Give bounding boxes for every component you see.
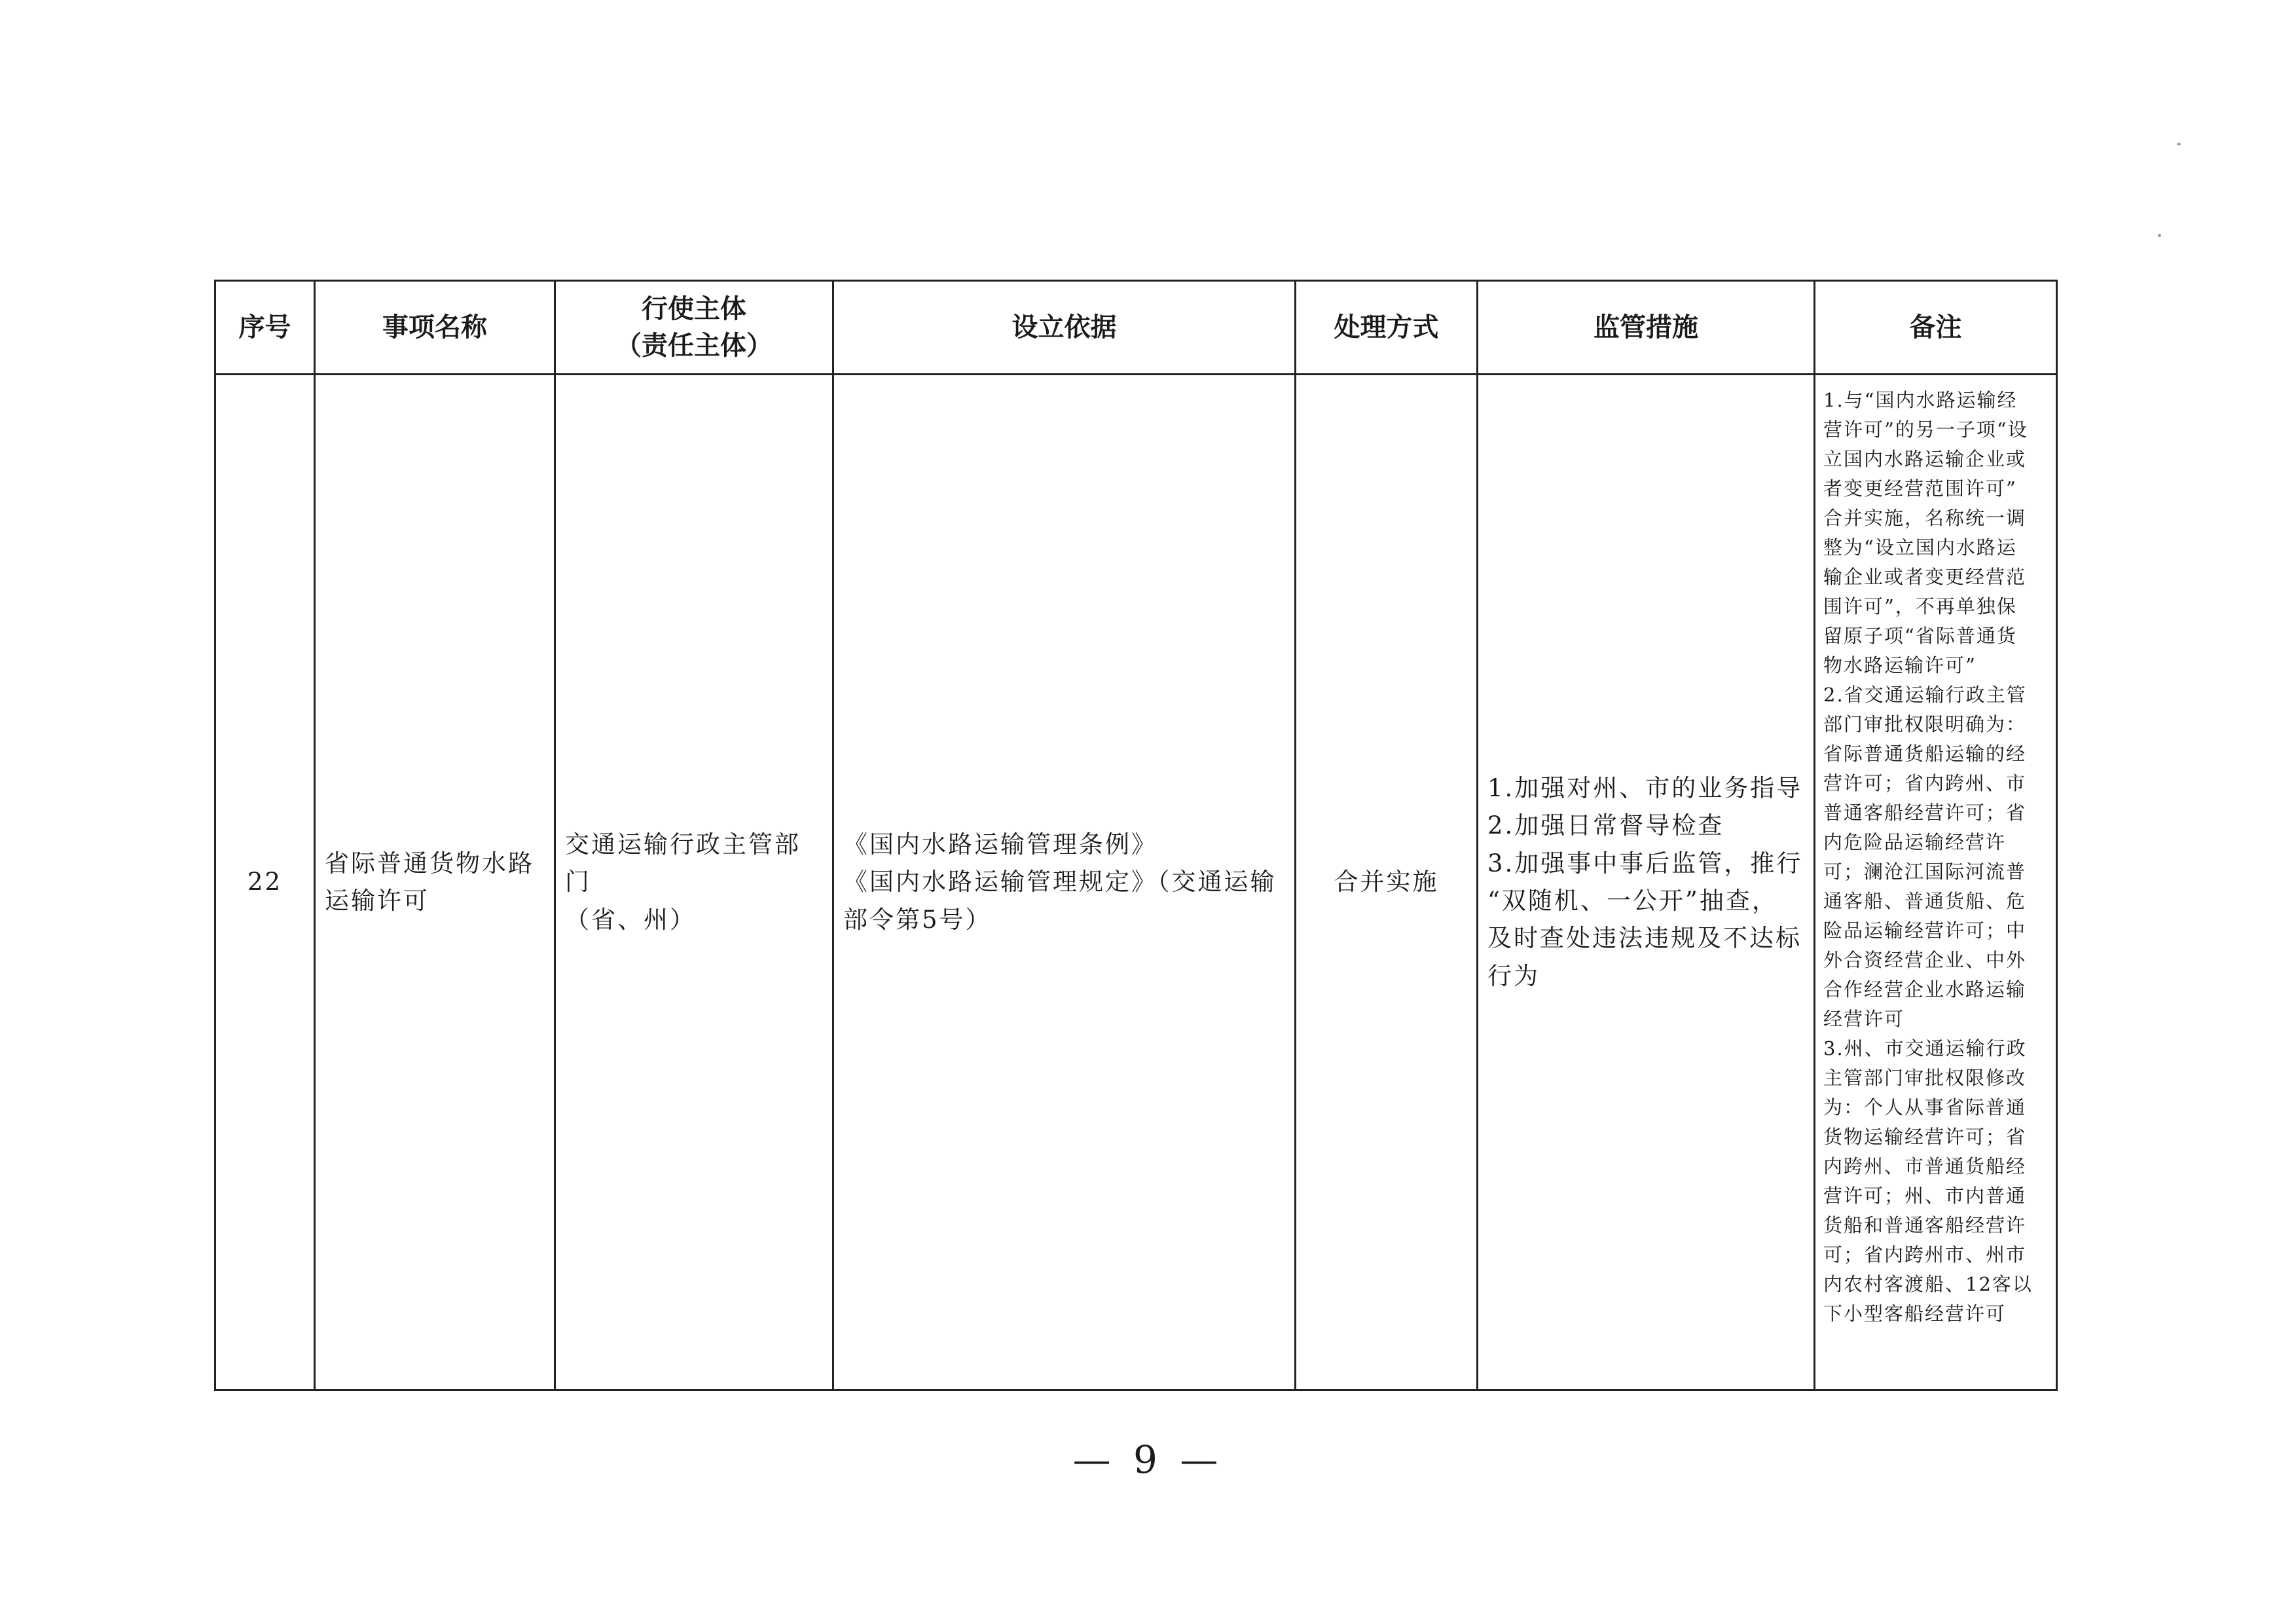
- cell-name-line1: 省际普通货物水路: [325, 849, 534, 877]
- remark-line: 货船和普通客船经营许: [1823, 1214, 2027, 1236]
- remarks-text: [1815, 375, 2056, 1329]
- cell-subject: [555, 375, 833, 1390]
- remark-line: 围许可”，不再单独保: [1823, 595, 2017, 618]
- remark-line: 经营许可: [1823, 1008, 1905, 1030]
- remark-line: 立国内水路运输企业或: [1823, 448, 2027, 470]
- page-number: — 9 —: [1072, 1437, 1224, 1482]
- cell-basis-line2: 《国内水路运输管理规定》（交通运输: [843, 868, 1277, 896]
- header-subject: [555, 281, 833, 375]
- cell-measures: [1478, 375, 1815, 1390]
- remark-line: 营许可”的另一子项“设: [1823, 418, 2028, 441]
- cell-no: 22: [215, 375, 315, 1390]
- measure-line: 及时查处违法违规及不达标: [1487, 924, 1802, 953]
- measure-line: 行为: [1487, 961, 1540, 990]
- remark-line: 省际普通货船运输的经: [1823, 743, 2027, 765]
- cell-name-line2: 运输许可: [325, 887, 429, 915]
- remark-line: 普通客船经营许可；省: [1823, 802, 2027, 824]
- cell-method: 合并实施: [1296, 375, 1478, 1390]
- remark-line: 主管部门审批权限修改: [1823, 1067, 2027, 1089]
- remark-line: 整为“设立国内水路运: [1823, 536, 2017, 559]
- remark-line: 可；省内跨州市、州市: [1823, 1244, 2027, 1266]
- measure-line: 2.加强日常督导检查: [1487, 811, 1724, 840]
- remark-line: 留原子项“省际普通货: [1823, 625, 2017, 647]
- remark-line: 者变更经营范围许可”: [1823, 477, 2017, 500]
- header-no: 序号: [215, 281, 315, 375]
- cell-remarks: [1815, 375, 2057, 1390]
- remark-line: 货物运输经营许可；省: [1823, 1126, 2027, 1148]
- remark-line: 可；澜沧江国际河流普: [1823, 860, 2027, 883]
- cell-subject-line1: 交通运输行政主管部门: [565, 830, 801, 896]
- header-measures: 监管措施: [1478, 281, 1815, 375]
- remark-line: 外合资经营企业、中外: [1823, 949, 2027, 971]
- header-name: 事项名称: [315, 281, 555, 375]
- remark-line: 通客船、普通货船、危: [1823, 890, 2027, 912]
- remark-line: 为：个人从事省际普通: [1823, 1096, 2027, 1118]
- matters-table: [214, 280, 2058, 1391]
- remark-line: 下小型客船经营许可: [1823, 1302, 2007, 1325]
- cell-subject-line2: （省、州）: [565, 905, 696, 934]
- remark-line: 险品运输经营许可；中: [1823, 919, 2027, 942]
- table-row: [215, 375, 2057, 1390]
- remark-line: 物水路运输许可”: [1823, 654, 1977, 676]
- remark-line: 1.与“国内水路运输经: [1823, 389, 2018, 411]
- cell-basis-line3: 部令第5号）: [843, 905, 992, 934]
- remark-line: 输企业或者变更经营范: [1823, 566, 2027, 588]
- header-subject-line1: 行使主体: [642, 294, 746, 324]
- remark-line: 内农村客渡船、12客以: [1823, 1273, 2033, 1295]
- remark-line: 营许可；省内跨州、市: [1823, 772, 2027, 794]
- remark-line: 内危险品运输经营许: [1823, 831, 2007, 853]
- remark-line: 3.州、市交通运输行政: [1823, 1037, 2027, 1060]
- remark-line: 合并实施，名称统一调: [1823, 507, 2027, 529]
- header-remarks: 备注: [1815, 281, 2057, 375]
- header-subject-line2: （责任主体）: [615, 331, 773, 361]
- table-header-row: [215, 281, 2057, 375]
- measure-line: “双随机、一公开”抽查，: [1487, 887, 1778, 915]
- cell-basis-line1: 《国内水路运输管理条例》: [843, 830, 1157, 858]
- remark-line: 营许可；州、市内普通: [1823, 1185, 2027, 1207]
- scan-speck: [2177, 143, 2181, 145]
- cell-name: [315, 375, 555, 1390]
- header-basis: 设立依据: [833, 281, 1296, 375]
- remark-line: 内跨州、市普通货船经: [1823, 1155, 2027, 1177]
- header-method: 处理方式: [1296, 281, 1478, 375]
- remark-line: 2.省交通运输行政主管: [1823, 684, 2027, 706]
- cell-basis: [833, 375, 1296, 1390]
- measure-line: 3.加强事中事后监管，推行: [1487, 849, 1803, 877]
- remark-line: 部门审批权限明确为：: [1823, 713, 2027, 735]
- scan-speck: [2158, 234, 2161, 237]
- measure-line: 1.加强对州、市的业务指导: [1487, 773, 1803, 802]
- remark-line: 合作经营企业水路运输: [1823, 978, 2027, 1001]
